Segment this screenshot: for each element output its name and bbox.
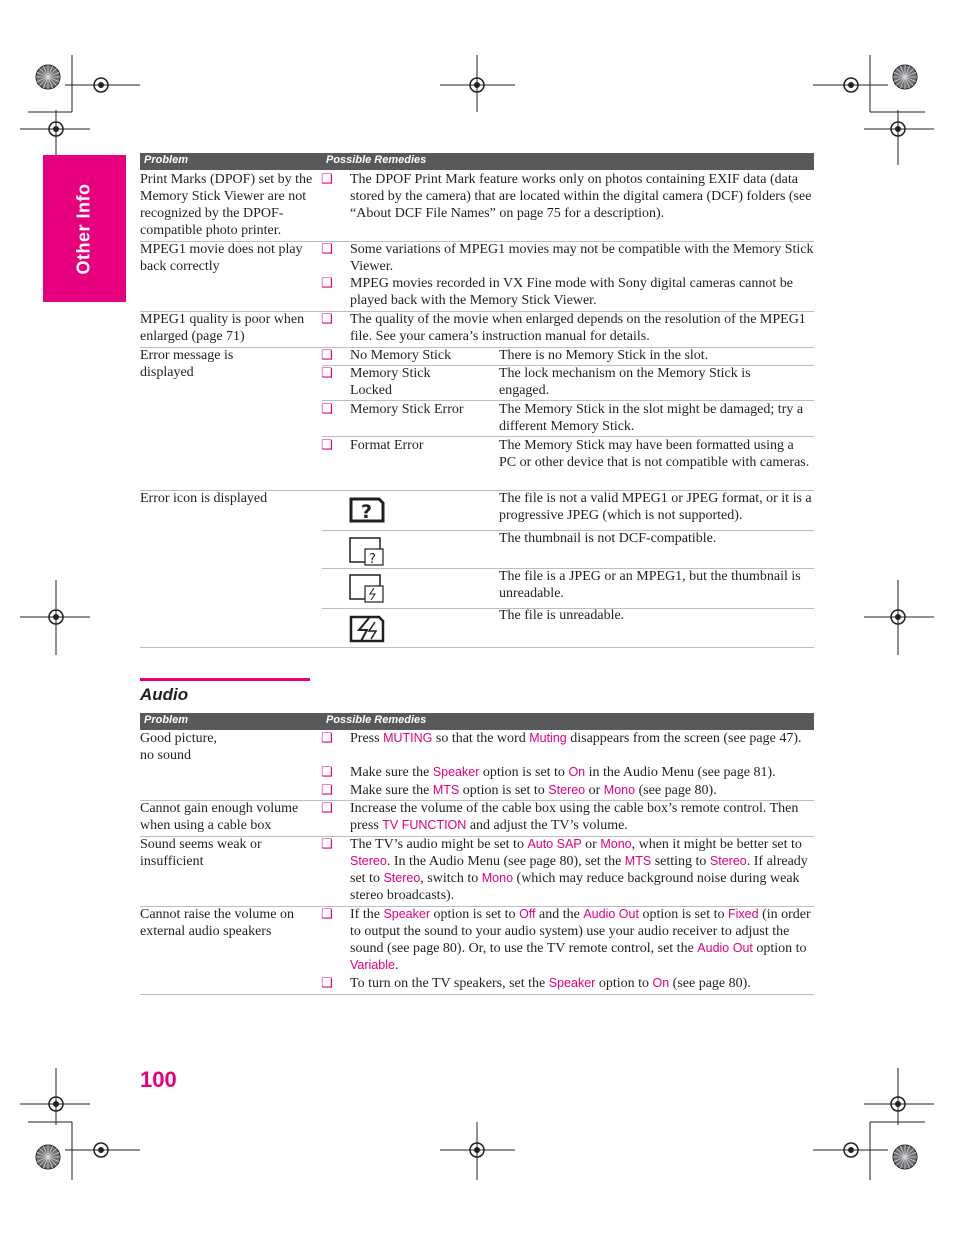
svg-text:?: ? xyxy=(361,501,373,523)
error-message: Memory Stick Locked xyxy=(350,366,431,398)
menu-keyword: MTS xyxy=(624,854,652,868)
menu-keyword: MUTING xyxy=(383,731,433,745)
registration-target-dot xyxy=(895,1101,901,1107)
menu-keyword: Audio Out xyxy=(583,907,639,921)
problem-cell: MPEG1 movie does not play back correctly xyxy=(140,242,303,274)
problem-cell: MPEG1 quality is poor when enlarged (page 71) xyxy=(140,312,305,344)
menu-keyword: Mono xyxy=(481,871,514,885)
icon-meaning: The file is unreadable. xyxy=(499,608,625,623)
problem-line: Sound seems weak or xyxy=(140,837,262,852)
menu-keyword: Stereo xyxy=(383,871,421,885)
registration-target-dot xyxy=(53,126,59,132)
remedy-text: Some variations of MPEG1 movies may not be compatible with the Memory Stick Viewer. xyxy=(350,242,814,274)
registration-target-dot xyxy=(98,1147,104,1153)
menu-keyword: On xyxy=(568,765,586,779)
problem-line: Cannot gain enough volume xyxy=(140,801,299,816)
problem-line: Cannot raise the volume on xyxy=(140,907,294,922)
remedy-text: If the Speaker option is set to Off and the Audio Out option is set to Fixed (in order to output the sound to your audio system) use your audio receiver to adjust the sound (see page 80). Or, to use the TV remote control, set the Audio Out option to Variable. xyxy=(350,907,811,973)
error-message: Format Error xyxy=(350,438,424,453)
menu-keyword: Variable xyxy=(350,958,395,972)
bullet-icon: ❑ xyxy=(321,801,333,816)
section-rule xyxy=(140,678,310,681)
unreadable-thumbnail-icon xyxy=(349,574,385,604)
menu-keyword: Off xyxy=(519,907,536,921)
bullet-icon: ❑ xyxy=(321,907,333,922)
problem-line: Good picture, xyxy=(140,731,217,746)
error-meaning: The Memory Stick in the slot might be damaged; try a different Memory Stick. xyxy=(499,402,804,434)
bullet-icon: ❑ xyxy=(321,837,333,852)
registration-target-dot xyxy=(848,1147,854,1153)
menu-keyword: On xyxy=(652,976,670,990)
registration-target-dot xyxy=(895,614,901,620)
menu-keyword: Speaker xyxy=(432,765,480,779)
header-remedies: Possible Remedies xyxy=(326,154,427,166)
registration-target-dot xyxy=(98,82,104,88)
remedy-text: The TV’s audio might be set to Auto SAP or Mono, when it might be better set to Stereo. In the Audio Menu (see page 80), set the MTS setting to Stereo. If already set to Stereo, switch to Mono (which may reduce background noise during weak stereo broadcasts). xyxy=(350,837,808,903)
bullet-icon: ❑ xyxy=(321,312,333,327)
icon-meaning: The thumbnail is not DCF-compatible. xyxy=(499,531,717,546)
bullet-icon: ❑ xyxy=(321,438,333,453)
bullet-icon: ❑ xyxy=(321,765,333,780)
problem-line: no sound xyxy=(140,748,191,763)
menu-keyword: MTS xyxy=(432,783,460,797)
problem-cell: Print Marks (DPOF) set by the Memory Stick Viewer are not recognized by the DPOF-compatible photo printer. xyxy=(140,172,313,238)
menu-keyword: Stereo xyxy=(350,854,387,868)
non-dcf-thumbnail-icon xyxy=(349,537,385,567)
bullet-icon: ❑ xyxy=(321,976,333,991)
header-remedies: Possible Remedies xyxy=(326,714,427,726)
bullet-icon: ❑ xyxy=(321,276,333,291)
registration-target-dot xyxy=(474,82,480,88)
problem-line: insufficient xyxy=(140,854,204,869)
menu-keyword: Fixed xyxy=(728,907,759,921)
problem-cell xyxy=(140,906,325,940)
bullet-icon: ❑ xyxy=(321,731,333,746)
side-tab-label: Other Info xyxy=(73,183,94,275)
menu-keyword: Auto SAP xyxy=(527,837,582,851)
menu-keyword: Muting xyxy=(529,731,567,745)
menu-keyword: Stereo xyxy=(709,854,747,868)
remedy-text: MPEG movies recorded in VX Fine mode with Sony digital cameras cannot be played back with the Memory Stick Viewer. xyxy=(350,276,793,308)
menu-keyword: Mono xyxy=(600,837,632,851)
problem-cell xyxy=(140,800,325,834)
menu-keyword: Speaker xyxy=(548,976,596,990)
registration-target-dot xyxy=(848,82,854,88)
remedy-text: Make sure the Speaker option is set to On in the Audio Menu (see page 81). xyxy=(350,765,776,780)
menu-keyword: Audio Out xyxy=(697,941,753,955)
registration-target-dot xyxy=(474,1147,480,1153)
svg-text:?: ? xyxy=(369,552,376,567)
error-meaning: The lock mechanism on the Memory Stick is engaged. xyxy=(499,366,751,398)
bullet-icon: ❑ xyxy=(321,402,333,417)
table-header xyxy=(140,153,814,170)
problem-cell: Error icon is displayed xyxy=(140,491,268,506)
problem-line: when using a cable box xyxy=(140,818,272,833)
menu-keyword: Speaker xyxy=(383,907,430,921)
unreadable-file-icon xyxy=(349,614,385,644)
menu-keyword: Stereo xyxy=(548,783,586,797)
remedy-text: To turn on the TV speakers, set the Speaker option to On (see page 80). xyxy=(350,976,751,991)
icon-meaning: The file is a JPEG or an MPEG1, but the thumbnail is unreadable. xyxy=(499,569,801,601)
remedy-text: The DPOF Print Mark feature works only on photos containing EXIF data (data stored by the camera) that are located within the digital camera (DCF) folders (see “About DCF File Names” on page 75 for a description). xyxy=(350,172,812,221)
problem-cell: Error message is displayed xyxy=(140,348,234,380)
remedy-text: Increase the volume of the cable box using the cable box’s remote control. Then press TV FUNCTION and adjust the TV’s volume. xyxy=(350,801,799,833)
problem-cell xyxy=(140,836,320,870)
section-side-tab xyxy=(43,155,126,302)
bullet-icon: ❑ xyxy=(321,242,333,257)
remedy-text: The quality of the movie when enlarged depends on the resolution of the MPEG1 file. See your camera’s instruction manual for details. xyxy=(350,312,806,344)
icon-meaning: The file is not a valid MPEG1 or JPEG format, or it is a progressive JPEG (which is not supported). xyxy=(499,491,812,523)
invalid-file-icon xyxy=(349,497,385,523)
header-problem: Problem xyxy=(144,154,189,166)
remedy-text: Make sure the MTS option is set to Stereo or Mono (see page 80). xyxy=(350,783,717,798)
section-title: Audio xyxy=(140,685,189,704)
registration-target-dot xyxy=(53,1101,59,1107)
menu-keyword: Mono xyxy=(603,783,636,797)
remedy-text: Press MUTING so that the word Muting disappears from the screen (see page 47). xyxy=(350,731,802,746)
menu-keyword: TV FUNCTION xyxy=(382,818,467,832)
registration-target-dot xyxy=(895,126,901,132)
problem-cell xyxy=(140,730,320,764)
row-divider xyxy=(140,647,814,648)
table-header xyxy=(140,713,814,730)
bullet-icon: ❑ xyxy=(321,348,333,363)
bullet-icon: ❑ xyxy=(321,366,333,381)
error-meaning: The Memory Stick may have been formatted using a PC or other device that is not compatible with cameras. xyxy=(499,438,810,470)
bullet-icon: ❑ xyxy=(321,172,333,187)
header-problem: Problem xyxy=(144,714,189,726)
error-message: No Memory Stick xyxy=(350,348,452,363)
page-number: 100 xyxy=(140,1067,177,1092)
problem-line: external audio speakers xyxy=(140,924,272,939)
error-meaning: There is no Memory Stick in the slot. xyxy=(499,348,709,363)
row-divider xyxy=(140,994,814,995)
bullet-icon: ❑ xyxy=(321,783,333,798)
error-message: Memory Stick Error xyxy=(350,402,464,417)
registration-target-dot xyxy=(53,614,59,620)
